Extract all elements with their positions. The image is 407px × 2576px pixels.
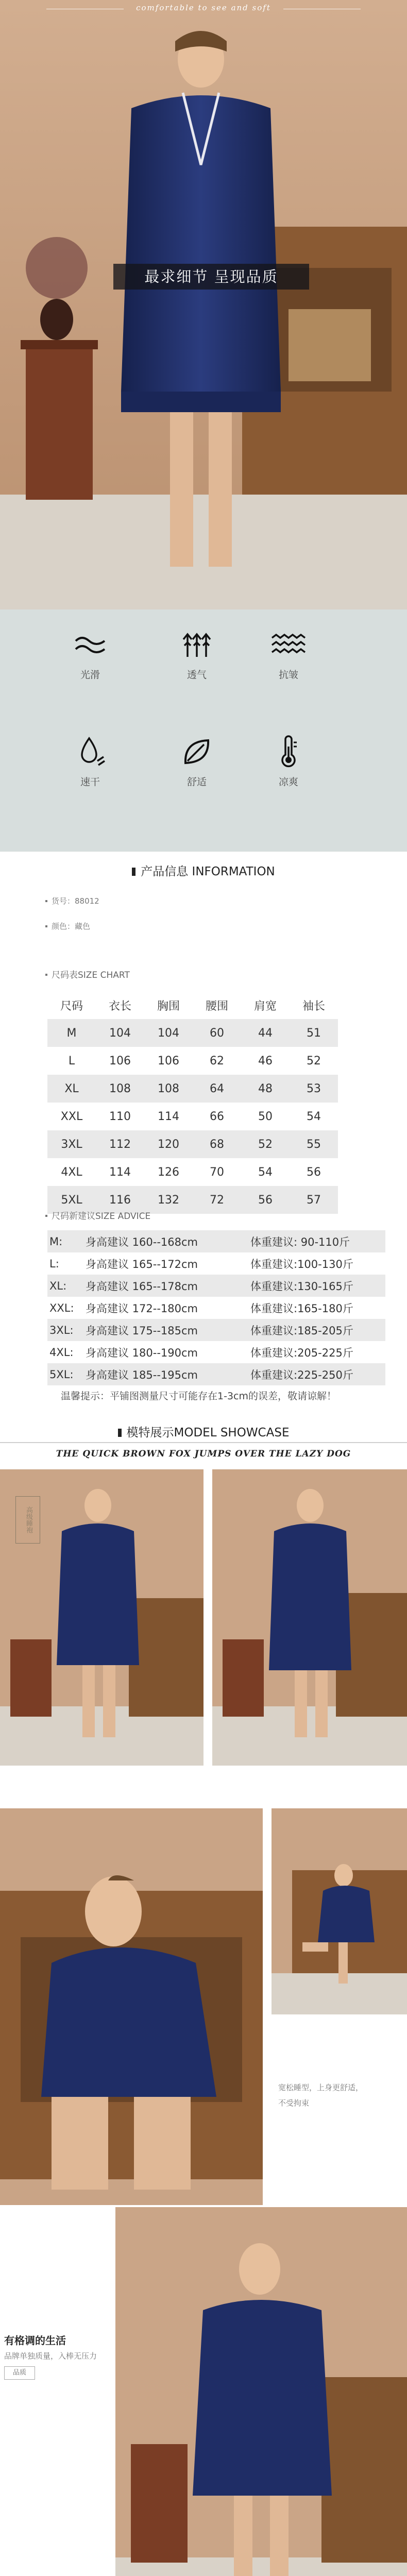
showcase-photo-2 bbox=[212, 1469, 407, 1766]
size-advice-weight: 体重建议:225-250斤 bbox=[250, 1368, 353, 1381]
cool-thermometer-icon bbox=[277, 735, 300, 768]
size-chart-cell: 53 bbox=[307, 1082, 321, 1095]
size-chart-cell: 112 bbox=[109, 1138, 131, 1151]
size-advice-weight: 体重建议:205-225斤 bbox=[250, 1346, 353, 1359]
showcase-photo-5 bbox=[115, 2207, 407, 2576]
feature-cool bbox=[258, 731, 319, 788]
size-chart-cell: 114 bbox=[109, 1165, 131, 1179]
size-chart-cell: 126 bbox=[158, 1165, 179, 1179]
table-row bbox=[47, 1297, 385, 1319]
size-chart-cell: XL bbox=[64, 1082, 79, 1095]
size-chart-cell: 50 bbox=[258, 1110, 273, 1123]
feature-breathable bbox=[166, 624, 228, 681]
table-row bbox=[47, 1230, 385, 1252]
size-chart-cell: 70 bbox=[210, 1165, 224, 1179]
size-chart-title: 尺码表SIZE CHART bbox=[45, 968, 130, 980]
size-chart-header: 胸围 bbox=[157, 999, 180, 1013]
size-chart-cell: 132 bbox=[158, 1193, 179, 1207]
feature-quick-dry bbox=[59, 731, 121, 788]
size-chart-cell: 104 bbox=[109, 1026, 131, 1040]
size-advice-size: M: bbox=[49, 1235, 63, 1248]
size-advice-height: 身高建议 172--180cm bbox=[86, 1302, 198, 1315]
feature-label: 透气 bbox=[186, 669, 207, 681]
size-chart-cell: 56 bbox=[307, 1165, 321, 1179]
feature-smooth bbox=[59, 624, 121, 681]
showcase-side-text: 宽松睡型，上身更舒适， 不受拘束 bbox=[278, 2083, 364, 2108]
size-advice-size: XL: bbox=[49, 1279, 67, 1292]
size-chart-cell: 66 bbox=[210, 1110, 224, 1123]
size-advice-size: 5XL: bbox=[49, 1368, 74, 1381]
size-advice-height: 身高建议 185--195cm bbox=[86, 1368, 198, 1381]
table-row bbox=[47, 1319, 385, 1341]
size-advice-weight: 体重建议:100-130斤 bbox=[250, 1258, 353, 1270]
size-chart-header: 腰围 bbox=[205, 999, 228, 1013]
size-advice-height: 身高建议 160--168cm bbox=[86, 1235, 198, 1248]
size-advice-weight: 体重建议:165-180斤 bbox=[250, 1302, 353, 1315]
size-advice-size: 4XL: bbox=[49, 1346, 74, 1359]
smooth-wave-icon bbox=[74, 632, 107, 657]
table-row bbox=[47, 1158, 338, 1186]
hero-photo bbox=[0, 0, 407, 609]
feature-label: 舒适 bbox=[186, 776, 207, 788]
section-divider bbox=[0, 1442, 407, 1443]
size-chart-cell: 46 bbox=[258, 1054, 273, 1067]
size-chart-cell: 5XL bbox=[61, 1193, 82, 1207]
size-chart-cell: 3XL bbox=[61, 1138, 82, 1151]
size-chart-cell: 48 bbox=[258, 1082, 273, 1095]
size-chart-cell: 106 bbox=[158, 1054, 179, 1067]
size-advice-height: 身高建议 165--172cm bbox=[86, 1258, 198, 1270]
size-advice-height: 身高建议 175--185cm bbox=[86, 1324, 198, 1337]
size-chart-cell: 114 bbox=[158, 1110, 179, 1123]
size-chart-cell: L bbox=[68, 1054, 75, 1067]
size-chart-cell: M bbox=[66, 1026, 77, 1040]
size-chart-header: 肩宽 bbox=[253, 999, 277, 1013]
quick-dry-droplet-icon bbox=[74, 736, 107, 767]
hero-top-text: comfortable to see and soft bbox=[136, 3, 271, 12]
size-chart-cell: 108 bbox=[109, 1082, 131, 1095]
showcase-photo-4 bbox=[272, 1808, 407, 2014]
size-advice-table bbox=[47, 1230, 385, 1385]
size-chart-cell: 62 bbox=[210, 1054, 224, 1067]
size-chart-cell: 68 bbox=[210, 1138, 224, 1151]
size-chart-cell: 120 bbox=[158, 1138, 179, 1151]
size-advice-weight: 体重建议:130-165斤 bbox=[250, 1280, 353, 1293]
showcase-slogan: THE QUICK BROWN FOX JUMPS OVER THE LAZY DOG bbox=[56, 1449, 351, 1459]
size-chart-cell: 55 bbox=[307, 1138, 321, 1151]
table-row bbox=[47, 1275, 385, 1297]
lifestyle-title: 有格调的生活 bbox=[4, 2334, 66, 2347]
size-advice-weight: 体重建议: 90-110斤 bbox=[250, 1235, 350, 1248]
table-row bbox=[47, 1130, 338, 1158]
size-advice-size: XXL: bbox=[49, 1301, 74, 1314]
size-chart-cell: 52 bbox=[258, 1138, 273, 1151]
size-chart-cell: 4XL bbox=[61, 1165, 82, 1179]
size-chart-cell: 72 bbox=[210, 1193, 224, 1207]
model-number: 货号：88012 bbox=[45, 895, 99, 906]
information-title: 产品信息 INFORMATION bbox=[0, 862, 407, 879]
size-chart-header: 袖长 bbox=[302, 999, 325, 1013]
table-row bbox=[47, 1075, 338, 1103]
title-bar bbox=[132, 868, 135, 876]
size-chart-cell: 106 bbox=[109, 1054, 131, 1067]
size-advice-height: 身高建议 180--190cm bbox=[86, 1346, 198, 1359]
showcase-title: 模特展示MODEL SHOWCASE bbox=[0, 1423, 407, 1440]
feature-label: 速干 bbox=[80, 776, 100, 788]
size-chart-cell: 60 bbox=[210, 1026, 224, 1040]
lifestyle-subtitle: 品牌单独质量，入棒无压力 bbox=[4, 2351, 97, 2361]
size-chart-cell: 54 bbox=[307, 1110, 321, 1123]
hero-caption: 最求细节 呈现品质 bbox=[113, 264, 309, 290]
table-row bbox=[47, 1363, 385, 1385]
size-advice-size: L: bbox=[49, 1257, 59, 1270]
size-chart-cell: 64 bbox=[210, 1082, 224, 1095]
size-chart-header: 尺码 bbox=[60, 999, 83, 1013]
size-advice-size: 3XL: bbox=[49, 1324, 74, 1336]
showcase-photo-3 bbox=[0, 1808, 263, 2205]
size-chart-cell: 110 bbox=[109, 1110, 131, 1123]
size-chart-cell: 108 bbox=[158, 1082, 179, 1095]
features-panel bbox=[0, 609, 407, 852]
size-advice-weight: 体重建议:185-205斤 bbox=[250, 1324, 353, 1337]
size-chart-cell: XXL bbox=[60, 1110, 83, 1123]
size-advice-title: 尺码新建议SIZE ADVICE bbox=[45, 1209, 150, 1222]
quality-button[interactable]: 品质 bbox=[4, 2366, 35, 2380]
anti-wrinkle-icon bbox=[270, 632, 307, 657]
feature-label: 凉爽 bbox=[278, 776, 298, 788]
feature-label: 光滑 bbox=[80, 669, 100, 681]
product-color: 颜色：藏色 bbox=[45, 921, 90, 931]
table-row bbox=[47, 1047, 338, 1075]
warm-tip: 温馨提示：平铺图测量尺寸可能存在1-3cm的误差，敬请谅解！ bbox=[61, 1391, 336, 1402]
comfort-leaf-icon bbox=[181, 736, 212, 767]
size-chart-table bbox=[47, 991, 338, 1214]
breathable-arrows-icon bbox=[180, 630, 213, 659]
size-chart-cell: 52 bbox=[307, 1054, 321, 1067]
showcase-tag: 高级睡袍 bbox=[15, 1496, 40, 1544]
feature-label: 抗皱 bbox=[278, 669, 298, 681]
size-chart-cell: 56 bbox=[258, 1193, 273, 1207]
feature-comfort bbox=[166, 731, 228, 788]
size-chart-header: 衣长 bbox=[108, 999, 131, 1013]
size-chart-cell: 57 bbox=[307, 1193, 321, 1207]
size-chart-cell: 51 bbox=[307, 1026, 321, 1040]
size-chart-cell: 44 bbox=[258, 1026, 273, 1040]
size-chart-cell: 54 bbox=[258, 1165, 273, 1179]
size-advice-height: 身高建议 165--178cm bbox=[86, 1280, 198, 1293]
table-row bbox=[47, 1341, 385, 1363]
feature-anti-wrinkle bbox=[258, 624, 319, 681]
title-bar bbox=[118, 1429, 122, 1437]
table-row bbox=[47, 1252, 385, 1275]
size-chart-cell: 116 bbox=[109, 1193, 131, 1207]
size-chart-cell: 104 bbox=[158, 1026, 179, 1040]
table-row bbox=[47, 1019, 338, 1047]
table-row bbox=[47, 1103, 338, 1130]
size-chart-header-row bbox=[47, 991, 338, 1019]
